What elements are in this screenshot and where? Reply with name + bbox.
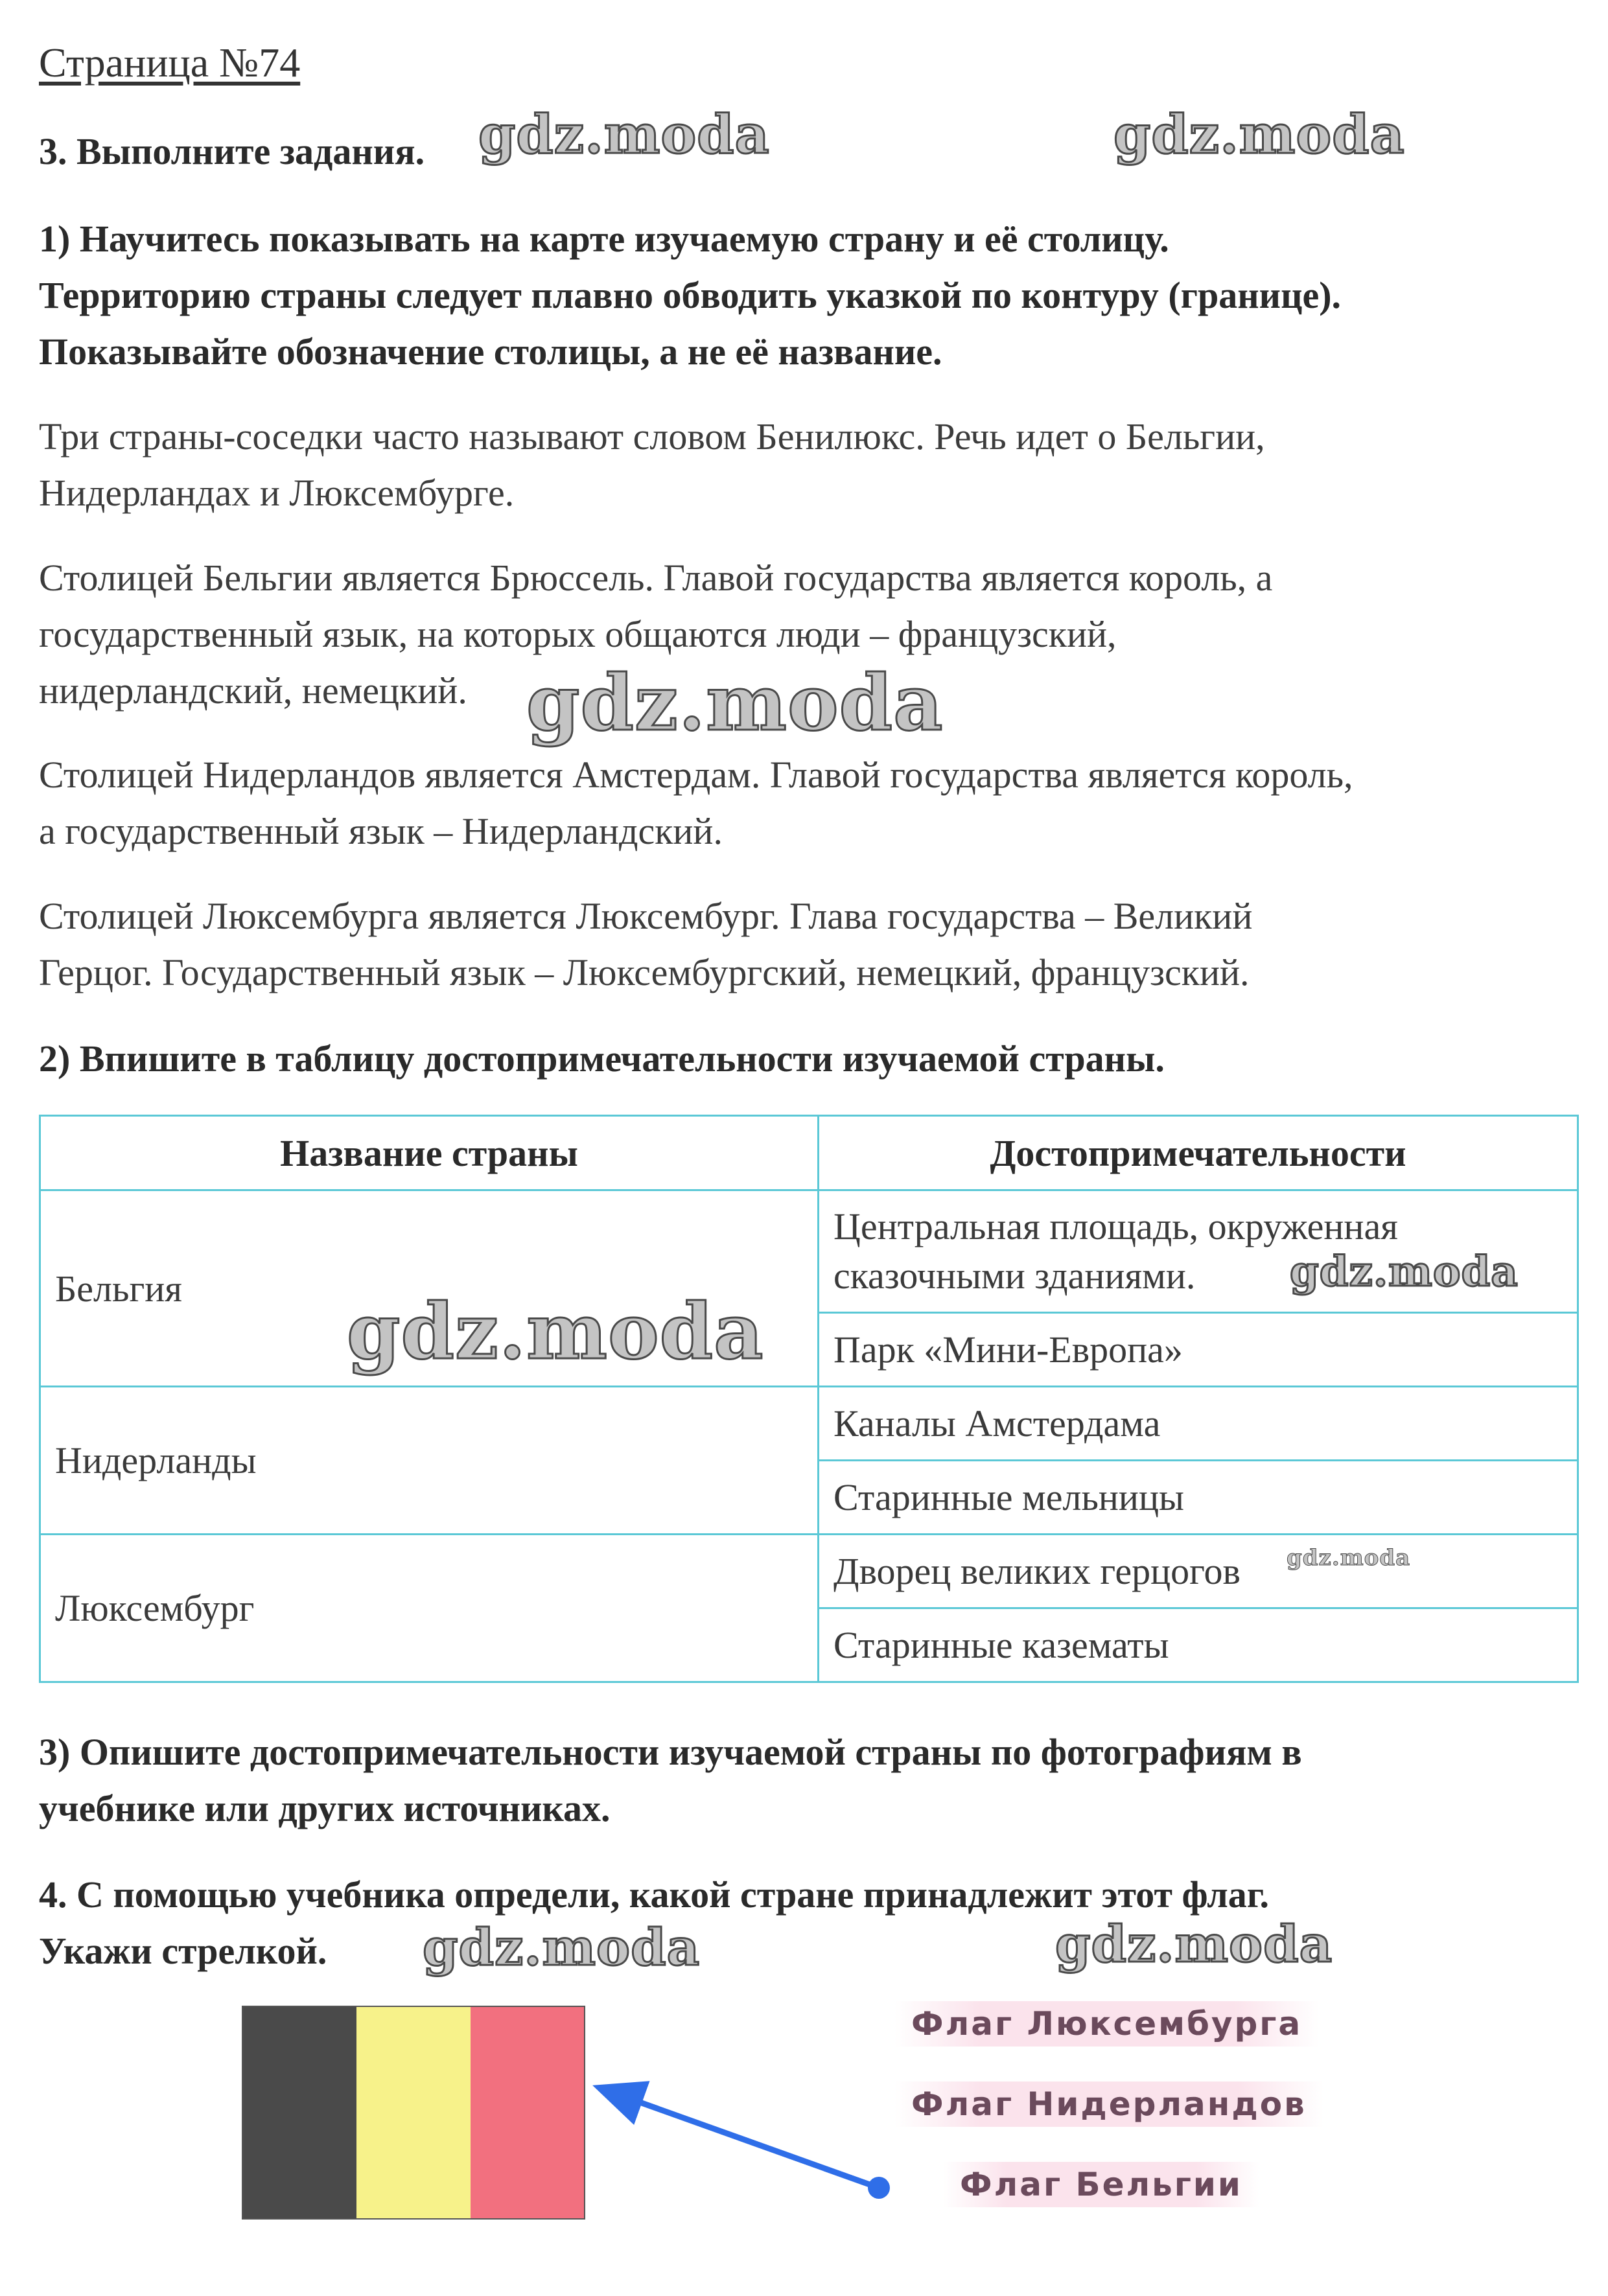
paragraph-line: Столицей Люксембурга является Люксембург. Глава государства – Великий — [39, 895, 1253, 937]
sight-cell: Центральная площадь, окруженная сказочными зданиями. — [819, 1190, 1578, 1313]
task3-heading-line: учебнике или других источниках. — [39, 1787, 611, 1829]
task1-heading-line: Территорию страны следует плавно обводить указкой по контуру (границе). — [39, 274, 1342, 316]
sight-cell: Парк «Мини-Европа» — [819, 1313, 1578, 1387]
task3-heading-line: 3) Опишите достопримечательности изучаемой страны по фотографиям в — [39, 1731, 1302, 1773]
paragraph-line: а государственный язык – Нидерландский. — [39, 810, 723, 852]
paragraph-line: нидерландский, немецкий. — [39, 669, 467, 712]
header-sights: Достопримечательности — [819, 1116, 1578, 1190]
watermark: gdz.moda — [347, 1286, 764, 1376]
flag-option-luxembourg[interactable]: Флаг Люксембурга — [894, 2001, 1319, 2047]
task4-heading-line: Укажи стрелкой. — [39, 1930, 327, 1972]
arrow-start-dot — [868, 2177, 890, 2199]
task1-heading-line: 1) Научитесь показывать на карте изучаемую страну и её столицу. — [39, 218, 1169, 260]
task2-heading: 2) Впишите в таблицу достопримечательности изучаемой страны. — [39, 1038, 1165, 1080]
sight-cell: Старинные казематы — [819, 1608, 1578, 1682]
header-country: Название страны — [40, 1116, 819, 1190]
watermark: gdz.moda — [1055, 1915, 1333, 1974]
task-heading: 3. Выполните задания. — [39, 130, 425, 172]
paragraph-line: Столицей Бельгии является Брюссель. Главой государства является король, а — [39, 557, 1273, 599]
page-title: Страница №74 — [39, 40, 301, 86]
paragraph-line: Нидерландах и Люксембурге. — [39, 472, 515, 514]
paragraph-line: Три страны-соседки часто называют словом Бенилюкс. Речь идет о Бельгии, — [39, 415, 1265, 458]
watermark: gdz.moda — [1287, 1545, 1411, 1571]
sight-cell: Старинные мельницы — [819, 1461, 1578, 1535]
flag-option-netherlands[interactable]: Флаг Нидерландов — [894, 2081, 1323, 2127]
watermark: gdz.moda — [478, 104, 770, 166]
sight-cell: Дворец великих герцогов — [819, 1535, 1578, 1608]
watermark: gdz.moda — [1113, 104, 1405, 166]
paragraph-line: государственный язык, на которых общаются люди – французский, — [39, 613, 1117, 655]
watermark: gdz.moda — [423, 1918, 701, 1977]
country-cell: Нидерланды — [40, 1387, 819, 1535]
arrow-line — [614, 2093, 877, 2187]
task4-heading-line: 4. С помощью учебника определи, какой стране принадлежит этот флаг. — [39, 1873, 1270, 1916]
paragraph-line: Столицей Нидерландов является Амстердам. Главой государства является король, — [39, 754, 1353, 796]
paragraph-line: Герцог. Государственный язык – Люксембургский, немецкий, французский. — [39, 951, 1250, 993]
watermark: gdz.moda — [1290, 1247, 1519, 1296]
task1-heading-line: Показывайте обозначение столицы, а не её название. — [39, 330, 942, 373]
watermark: gdz.moda — [526, 658, 944, 748]
sight-cell: Каналы Амстердама — [819, 1387, 1578, 1461]
country-cell: Люксембург — [40, 1535, 819, 1682]
flag-option-belgium[interactable]: Флаг Бельгии — [943, 2162, 1259, 2207]
country-cell: Бельгия — [40, 1190, 819, 1387]
